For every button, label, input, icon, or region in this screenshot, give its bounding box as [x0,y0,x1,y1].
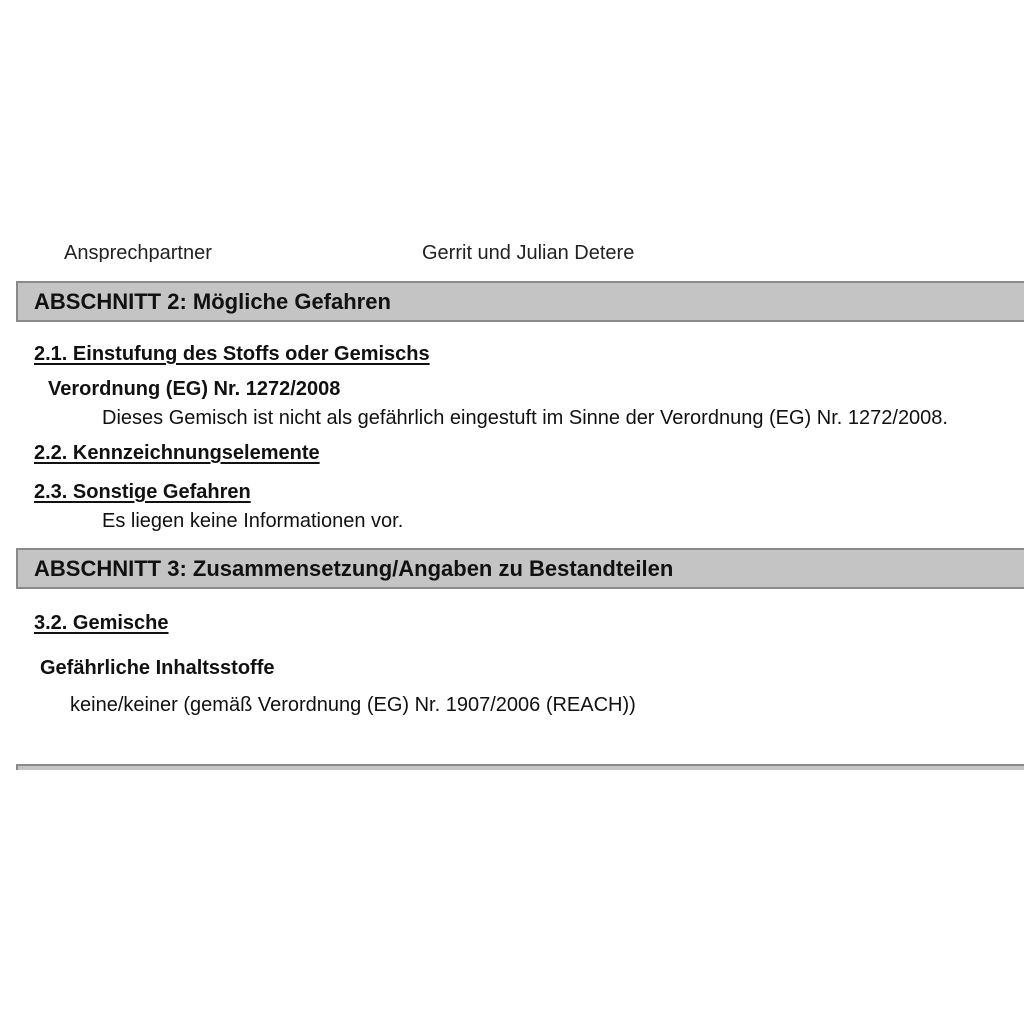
subsection-2-1-heading: 2.1. Einstufung des Stoffs oder Gemischs [34,343,430,365]
other-hazards-text: Es liegen keine Informationen vor. [102,510,404,532]
section-2-title: ABSCHNITT 2: Mögliche Gefahren [34,289,391,314]
section-2-header [16,281,1024,322]
subsection-3-2-heading: 3.2. Gemische [34,612,169,634]
regulation-heading: Verordnung (EG) Nr. 1272/2008 [48,378,341,400]
contact-person-value: Gerrit und Julian Detere [422,242,635,262]
section-3-title: ABSCHNITT 3: Zusammensetzung/Angaben zu Bestandteilen [34,556,674,581]
section-3-header [16,548,1024,589]
subsection-2-3-heading: 2.3. Sonstige Gefahren [34,481,251,503]
classification-text: Dieses Gemisch ist nicht als gefährlich eingestuft im Sinne der Verordnung (EG) Nr. 1272/2008. [102,407,948,429]
contact-person-label: Ansprechpartner [64,242,212,262]
hazardous-ingredients-text: keine/keiner (gemäß Verordnung (EG) Nr. 1907/2006 (REACH)) [70,694,636,716]
next-section-divider [16,764,1024,770]
subsection-2-2-heading: 2.2. Kennzeichnungselemente [34,442,320,464]
hazardous-ingredients-heading: Gefährliche Inhaltsstoffe [40,657,275,679]
